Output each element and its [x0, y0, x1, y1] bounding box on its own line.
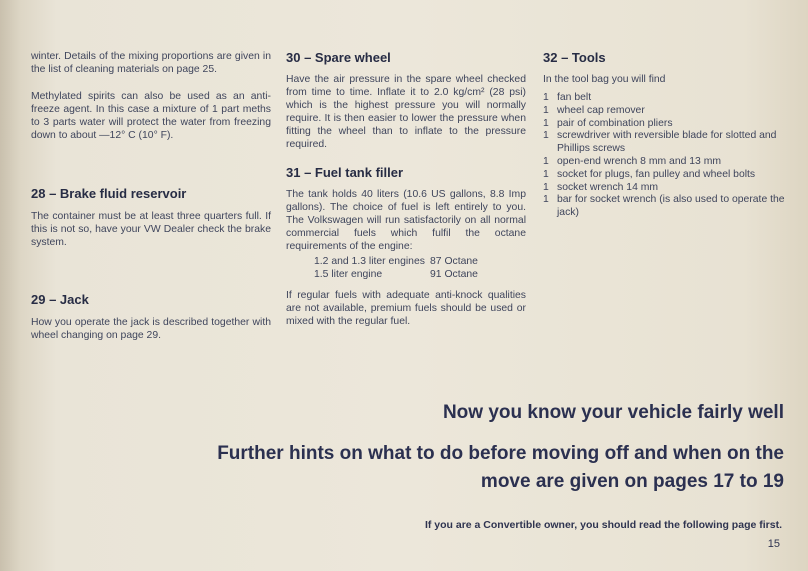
tools-intro: In the tool bag you will find [543, 74, 666, 85]
page-number: 15 [767, 538, 780, 550]
octane-engine: 1.2 and 1.3 liter engines [314, 256, 425, 267]
brake-fluid-heading: 28 – Brake fluid reservoir [31, 186, 187, 201]
banner-title: Now you know your vehicle fairly well [442, 402, 784, 423]
list-item: 1 socket for plugs, fan pulley and wheel bolts [543, 168, 756, 180]
right-column [543, 50, 785, 220]
fuel-tank-heading: 31 – Fuel tank filler [286, 165, 404, 180]
convertible-note: If you are a Convertible owner, you should read the following page first. [424, 519, 782, 531]
intro-paragraph: winter. Details of the mixing proportions are given in the list of cleaning materials on page 25. [31, 51, 271, 75]
list-item: 1 wheel cap remover [543, 104, 645, 116]
list-item: 1 pair of combination pliers [543, 117, 673, 129]
spare-wheel-text: Have the air pressure in the spare wheel checked from time to time. Inflate it to 2.0 kg/cm² (28 psi) which is the highest pressure you will normally require. It is then easier to lower the pressure when fitting the wheel than to inflate to the pressure required. [286, 74, 526, 150]
octane-engine: 1.5 liter engine [314, 269, 383, 280]
list-item: 1 open-end wrench 8 mm and 13 mm [543, 155, 722, 167]
antifreeze-paragraph: Methylated spirits can also be used as an anti-freeze agent. In this case a mixture of 1 part meths to 3 parts water will protect the water from freezing down to about —12° C (10° F). [31, 91, 271, 141]
list-item: 1 screwdriver with reversible blade for slotted and Phillips screws [543, 130, 777, 155]
banner-subtitle: Further hints on what to do before moving off and when on the move are given on pages 17 to 19 [217, 443, 784, 492]
octane-row [286, 268, 526, 281]
list-item: 1 socket wrench 14 mm [543, 181, 659, 193]
spare-wheel-heading: 30 – Spare wheel [286, 50, 391, 65]
tools-list [543, 92, 785, 220]
octane-row [286, 255, 526, 268]
brake-fluid-text: The container must be at least three quarters full. If this is not so, have your VW Dealer check the brake system. [31, 211, 271, 248]
jack-text: How you operate the jack is described together with wheel changing on page 29. [31, 317, 271, 341]
fuel-tank-text: The tank holds 40 liters (10.6 US gallons, 8.8 Imp gallons). The choice of fuel is left entirely to you. The Volkswagen will run satisfactorily on all normal commercial fuels which fulfil the octane requirements of the engine: [286, 189, 526, 252]
octane-table [286, 255, 526, 281]
list-item: 1 fan belt [543, 92, 592, 103]
fuel-note-text: If regular fuels with adequate anti-knock qualities are not available, premium fuels should be used or mixed with the regular fuel. [286, 290, 526, 327]
tools-heading: 32 – Tools [543, 50, 606, 65]
octane-rating: 87 Octane [430, 256, 478, 267]
octane-rating: 91 Octane [430, 269, 478, 280]
middle-column [286, 50, 526, 328]
jack-heading: 29 – Jack [31, 292, 89, 307]
list-item: 1 bar for socket wrench (is also used to operate the jack) [543, 194, 785, 219]
left-column [31, 50, 271, 342]
